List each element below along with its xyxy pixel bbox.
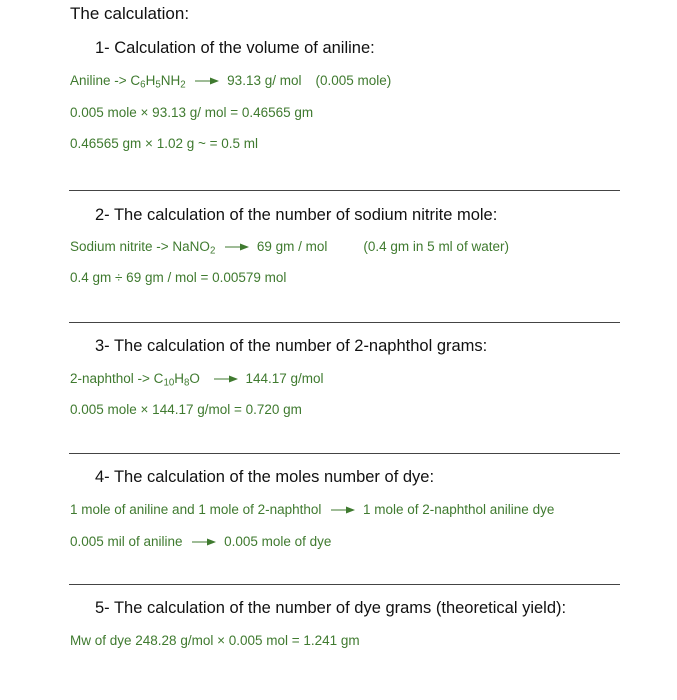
section-4-line-2: 0.005 mil of aniline 0.005 mole of dye xyxy=(70,534,332,549)
page-title: The calculation: xyxy=(70,4,190,23)
right-arrow-icon xyxy=(225,242,249,252)
section-3-heading: 3- The calculation of the number of 2-naphthol grams: xyxy=(95,337,488,355)
section-2-heading: 2- The calculation of the number of sodium nitrite mole: xyxy=(95,206,498,224)
section-1-line-2: 0.005 mole × 93.13 g/ mol = 0.46565 gm xyxy=(70,105,314,120)
section-1-line-1: Aniline -> $C_6H_5NH_2$ 93.13 g/ mol (0.005 mole) xyxy=(70,73,392,91)
divider xyxy=(69,190,620,191)
right-arrow-icon xyxy=(192,537,216,547)
right-arrow-icon xyxy=(214,374,238,384)
section-5-line-1: Mw of dye 248.28 g/mol × 0.005 mol = 1.241 gm xyxy=(70,633,360,648)
section-2-line-2: 0.4 gm ÷ 69 gm / mol = 0.00579 mol xyxy=(70,270,287,285)
divider xyxy=(69,584,620,585)
right-arrow-icon xyxy=(331,505,355,515)
divider xyxy=(69,322,620,323)
section-2-line-1: Sodium nitrite -> NaNO$_2$ 69 gm / mol (0.4 gm in 5 ml of water) xyxy=(70,239,509,257)
section-3-line-1: 2-naphthol -> $C_{10}H_8O$ 144.17 g/mol xyxy=(70,371,324,389)
section-1-heading: 1- Calculation of the volume of aniline: xyxy=(95,39,375,57)
divider xyxy=(69,453,620,454)
section-5-heading: 5- The calculation of the number of dye grams (theoretical yield): xyxy=(95,599,567,617)
section-4-heading: 4- The calculation of the moles number of dye: xyxy=(95,468,435,486)
section-4-line-1: 1 mole of aniline and 1 mole of 2-naphthol 1 mole of 2-naphthol aniline dye xyxy=(70,502,555,517)
section-3-line-2: 0.005 mole × 144.17 g/mol = 0.720 gm xyxy=(70,402,302,417)
right-arrow-icon xyxy=(195,76,219,86)
section-1-line-3: 0.46565 gm × 1.02 g ~ = 0.5 ml xyxy=(70,136,259,151)
